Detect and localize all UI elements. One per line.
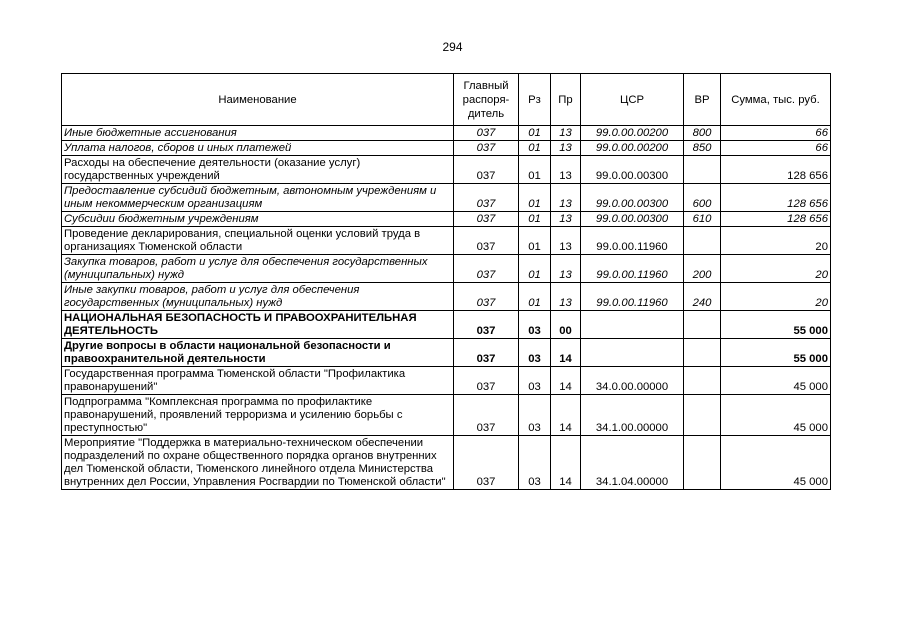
- row-pr: 13: [551, 184, 581, 212]
- row-sum: 20: [721, 283, 831, 311]
- table-row: [62, 227, 831, 255]
- row-rz: 01: [519, 141, 551, 156]
- row-csr: 99.0.00.00300: [581, 212, 684, 227]
- row-vr: 200: [684, 255, 721, 283]
- row-rz: 01: [519, 283, 551, 311]
- row-sum: 66: [721, 126, 831, 141]
- row-csr: [581, 339, 684, 367]
- row-pr: 14: [551, 339, 581, 367]
- row-sum: 128 656: [721, 212, 831, 227]
- row-vr: [684, 227, 721, 255]
- row-sum: 45 000: [721, 395, 831, 436]
- row-manager: 037: [454, 283, 519, 311]
- row-manager: 037: [454, 184, 519, 212]
- row-pr: 14: [551, 367, 581, 395]
- row-name: Иные закупки товаров, работ и услуг для обеспечения государственных (муниципальных) нужд: [62, 283, 454, 311]
- row-rz: 03: [519, 339, 551, 367]
- header-csr: ЦСР: [581, 74, 684, 126]
- row-pr: 13: [551, 156, 581, 184]
- row-csr: 99.0.00.00300: [581, 184, 684, 212]
- row-vr: [684, 156, 721, 184]
- table-row: [62, 184, 831, 212]
- row-vr: [684, 395, 721, 436]
- row-manager: 037: [454, 212, 519, 227]
- row-vr: 850: [684, 141, 721, 156]
- row-manager: 037: [454, 339, 519, 367]
- header-vr: ВР: [684, 74, 721, 126]
- header-manager: Главный распоря-дитель: [454, 74, 519, 126]
- table-row: [62, 141, 831, 156]
- table-row: [62, 156, 831, 184]
- row-csr: 99.0.00.11960: [581, 255, 684, 283]
- row-vr: [684, 436, 721, 490]
- header-sum: Сумма, тыс. руб.: [721, 74, 831, 126]
- row-csr: 99.0.00.00200: [581, 141, 684, 156]
- row-csr: 99.0.00.00200: [581, 126, 684, 141]
- row-sum: 66: [721, 141, 831, 156]
- row-rz: 03: [519, 395, 551, 436]
- row-pr: 13: [551, 227, 581, 255]
- table-row: [62, 339, 831, 367]
- row-vr: 600: [684, 184, 721, 212]
- row-vr: [684, 311, 721, 339]
- row-sum: 45 000: [721, 367, 831, 395]
- header-name: Наименование: [62, 74, 454, 126]
- header-row: [62, 74, 831, 126]
- row-rz: 03: [519, 311, 551, 339]
- row-manager: 037: [454, 156, 519, 184]
- row-rz: 03: [519, 367, 551, 395]
- row-sum: 128 656: [721, 156, 831, 184]
- row-manager: 037: [454, 367, 519, 395]
- row-name: Другие вопросы в области национальной безопасности и правоохранительной деятельности: [62, 339, 454, 367]
- row-manager: 037: [454, 311, 519, 339]
- row-vr: [684, 367, 721, 395]
- row-csr: 99.0.00.11960: [581, 283, 684, 311]
- table-row: [62, 436, 831, 490]
- table-row: [62, 212, 831, 227]
- row-rz: 01: [519, 156, 551, 184]
- row-name: Мероприятие "Поддержка в материально-техническом обеспечении подразделений по охране общественного порядка органов внутренних дел Тюменской области, Тюменского линейного отдела Министерства внутренних дел России, Управления Росгвардии по Тюменской области": [62, 436, 454, 490]
- row-sum: 20: [721, 255, 831, 283]
- row-name: Иные бюджетные ассигнования: [62, 126, 454, 141]
- row-pr: 14: [551, 436, 581, 490]
- row-name: Проведение декларирования, специальной оценки условий труда в организациях Тюменской области: [62, 227, 454, 255]
- row-manager: 037: [454, 141, 519, 156]
- row-name: Подпрограмма "Комплексная программа по профилактике правонарушений, проявлений терроризма и усилению борьбы с преступностью": [62, 395, 454, 436]
- row-rz: 01: [519, 126, 551, 141]
- row-vr: 610: [684, 212, 721, 227]
- table-row: [62, 367, 831, 395]
- row-vr: 240: [684, 283, 721, 311]
- row-name: Государственная программа Тюменской области "Профилактика правонарушений": [62, 367, 454, 395]
- budget-table: [61, 73, 831, 490]
- row-vr: [684, 339, 721, 367]
- row-csr: 34.1.04.00000: [581, 436, 684, 490]
- row-manager: 037: [454, 395, 519, 436]
- row-sum: 55 000: [721, 311, 831, 339]
- row-sum: 55 000: [721, 339, 831, 367]
- table-row: [62, 311, 831, 339]
- row-name: Закупка товаров, работ и услуг для обеспечения государственных (муниципальных) нужд: [62, 255, 454, 283]
- row-manager: 037: [454, 126, 519, 141]
- row-csr: 34.0.00.00000: [581, 367, 684, 395]
- header-pr: Пр: [551, 74, 581, 126]
- row-name: Предоставление субсидий бюджетным, автономным учреждениям и иным некоммерческим организациям: [62, 184, 454, 212]
- row-pr: 14: [551, 395, 581, 436]
- row-name: Субсидии бюджетным учреждениям: [62, 212, 454, 227]
- row-rz: 03: [519, 436, 551, 490]
- row-pr: 13: [551, 283, 581, 311]
- row-csr: 99.0.00.00300: [581, 156, 684, 184]
- row-csr: 34.1.00.00000: [581, 395, 684, 436]
- row-pr: 13: [551, 141, 581, 156]
- row-pr: 13: [551, 212, 581, 227]
- row-rz: 01: [519, 227, 551, 255]
- table-row: [62, 283, 831, 311]
- row-sum: 45 000: [721, 436, 831, 490]
- row-name: Уплата налогов, сборов и иных платежей: [62, 141, 454, 156]
- row-pr: 13: [551, 126, 581, 141]
- row-name: Расходы на обеспечение деятельности (оказание услуг) государственных учреждений: [62, 156, 454, 184]
- row-manager: 037: [454, 255, 519, 283]
- row-csr: 99.0.00.11960: [581, 227, 684, 255]
- table-row: [62, 126, 831, 141]
- row-pr: 00: [551, 311, 581, 339]
- row-vr: 800: [684, 126, 721, 141]
- row-rz: 01: [519, 255, 551, 283]
- header-rz: Рз: [519, 74, 551, 126]
- row-manager: 037: [454, 436, 519, 490]
- row-csr: [581, 311, 684, 339]
- row-rz: 01: [519, 184, 551, 212]
- table-row: [62, 255, 831, 283]
- row-pr: 13: [551, 255, 581, 283]
- row-sum: 20: [721, 227, 831, 255]
- page-number: 294: [442, 40, 463, 54]
- row-sum: 128 656: [721, 184, 831, 212]
- row-rz: 01: [519, 212, 551, 227]
- row-manager: 037: [454, 227, 519, 255]
- row-name: НАЦИОНАЛЬНАЯ БЕЗОПАСНОСТЬ И ПРАВООХРАНИТЕЛЬНАЯ ДЕЯТЕЛЬНОСТЬ: [62, 311, 454, 339]
- table-row: [62, 395, 831, 436]
